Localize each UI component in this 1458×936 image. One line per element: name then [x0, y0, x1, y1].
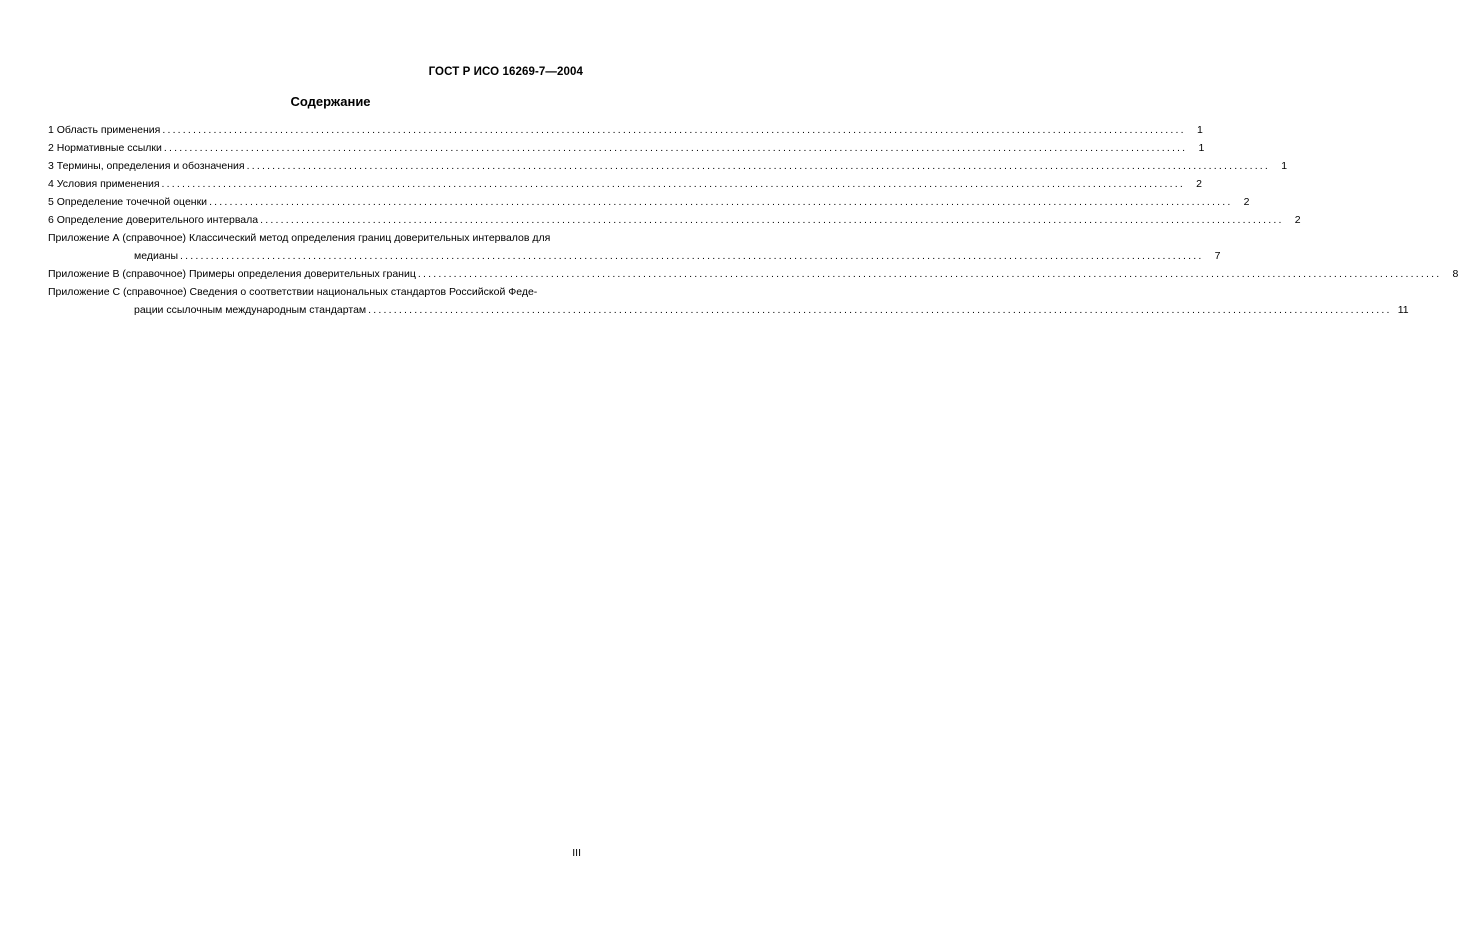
dot-leader: ........................................................................................................................................................................................................ — [417, 268, 1442, 280]
toc-title: Содержание — [290, 94, 371, 109]
toc-entry-page: 8 — [1452, 268, 1458, 280]
toc-entry-label: рации ссылочным международным стандартам — [134, 304, 367, 316]
dot-leader: ........................................................................................................................................................................................................ — [180, 250, 1204, 262]
toc-entry-annex-a-continued[interactable] — [48, 247, 1221, 265]
toc-entry-normative-references[interactable] — [48, 139, 1205, 157]
table-of-contents — [48, 121, 1458, 319]
toc-entry-annex-c[interactable] — [48, 283, 583, 301]
toc-entry-terms[interactable] — [48, 157, 1288, 175]
toc-entry-label: Приложение В (справочное) Примеры определения доверительных границ — [48, 268, 416, 280]
toc-entry-conditions[interactable] — [48, 175, 1202, 193]
dot-leader: ........................................................................................................................................................................................................ — [246, 160, 1271, 172]
toc-entry-page: 7 — [1214, 250, 1221, 262]
toc-entry-page: 2 — [1196, 178, 1202, 190]
toc-entry-page: 2 — [1243, 196, 1250, 208]
toc-entry-page: 2 — [1294, 214, 1301, 226]
toc-entry-confidence-interval[interactable] — [48, 211, 1301, 229]
dot-leader: ........................................................................................................................................................................................................ — [368, 304, 1392, 316]
toc-entry-label: медианы — [134, 250, 179, 262]
dot-leader: ........................................................................................................................................................................................................ — [260, 214, 1284, 226]
toc-entry-scope[interactable] — [48, 121, 1203, 139]
toc-entry-label: Приложение С (справочное) Сведения о соответствии национальных стандартов Российской Феде- — [48, 286, 538, 298]
dot-leader: ........................................................................................................................................................................................................ — [162, 124, 1186, 136]
toc-entry-page: 1 — [1198, 142, 1205, 154]
toc-entry-label: 4 Условия применения — [48, 178, 160, 190]
toc-entry-label: 1 Область применения — [48, 124, 161, 136]
toc-entry-page: 1 — [1281, 160, 1288, 172]
toc-entry-label: 5 Определение точечной оценки — [48, 196, 208, 208]
toc-entry-page: 1 — [1196, 124, 1203, 136]
toc-entry-label: 3 Термины, определения и обозначения — [48, 160, 245, 172]
dot-leader: ........................................................................................................................................................................................................ — [209, 196, 1233, 208]
toc-entry-label: 2 Нормативные ссылки — [48, 142, 162, 154]
page-number: III — [572, 847, 581, 859]
toc-entry-annex-b[interactable] — [48, 265, 1458, 283]
toc-entry-label: Приложение А (справочное) Классический метод определения границ доверительных интервалов для — [48, 232, 551, 244]
toc-entry-annex-c-continued[interactable] — [48, 301, 1409, 319]
document-code-header: ГОСТ Р ИСО 16269-7—2004 — [428, 66, 583, 78]
dot-leader: ........................................................................................................................................................................................................ — [161, 178, 1185, 190]
dot-leader: ........................................................................................................................................................................................................ — [163, 142, 1188, 154]
toc-entry-page: 11 — [1397, 304, 1409, 316]
toc-entry-point-estimate[interactable] — [48, 193, 1250, 211]
toc-entry-annex-a[interactable] — [48, 229, 583, 247]
toc-entry-label: 6 Определение доверительного интервала — [48, 214, 259, 226]
